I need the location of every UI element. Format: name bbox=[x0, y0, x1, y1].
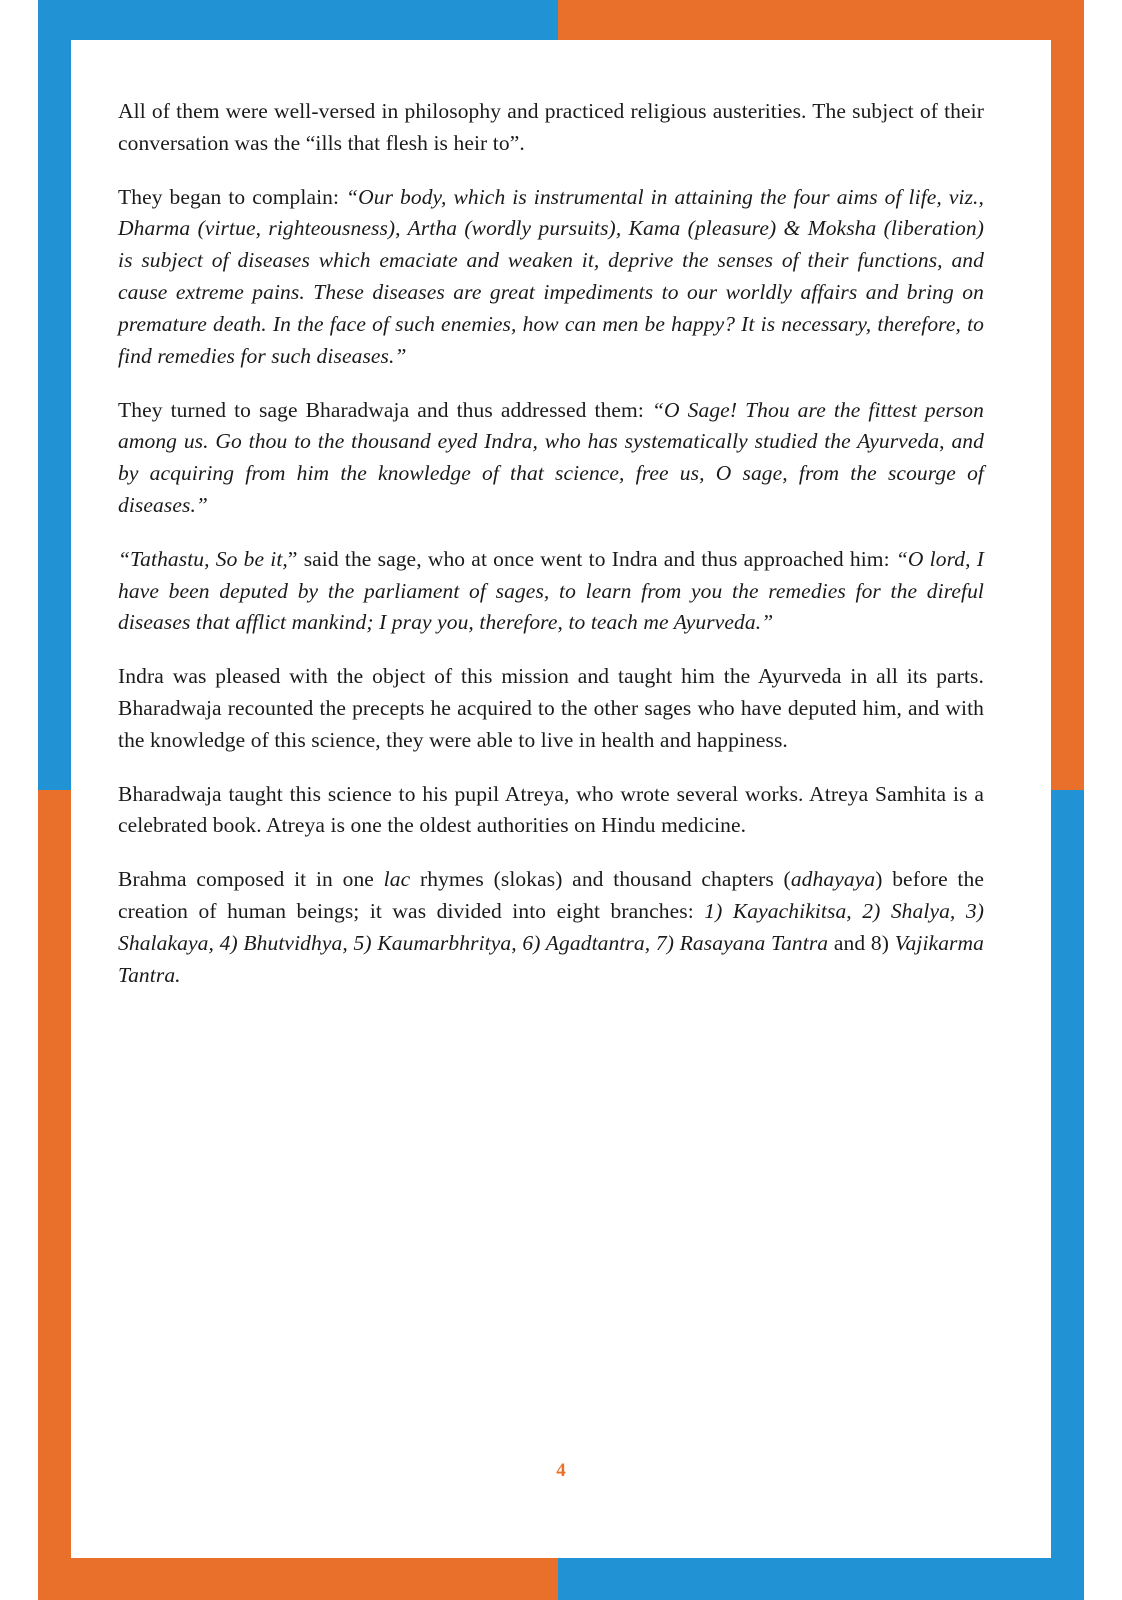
body-text-run: All of them were well-versed in philosophy and practiced religious austerities. The subject of their conversation was the “ills that flesh is heir to”. bbox=[118, 99, 984, 155]
quoted-italic-text: 1) Kayachikitsa, 2) Shalya, 3) Shalakaya, 4) Bhutvidhya, 5) Kaumarbhritya, 6) Agadtantra, 7) Rasayana Tantra bbox=[118, 899, 984, 955]
body-text-run: rhymes (slokas) and thousand chapters ( bbox=[410, 867, 791, 892]
quoted-italic-text: “Our body, which is instrumental in attaining the four aims of life, viz., Dharma (virtue, righteousness), Artha (wordly pursuits), Kama (pleasure) & Moksha (liberation) is subject of diseases which emaciate and weaken it, deprive the senses of their functions, and cause extreme pains. These diseases are great impediments to our worldly affairs and bring on premature death. In the face of such enemies, how can men be happy? It is necessary, therefore, to find remedies for such diseases.” bbox=[118, 184, 984, 368]
body-text-run: Brahma composed it in one bbox=[118, 867, 384, 892]
quoted-italic-text: “O lord, I have been deputed by the parliament of sages, to learn from you the remedies for the direful diseases that afflict mankind; I pray you, therefore, to teach me Ayurveda.” bbox=[118, 546, 985, 635]
border-bar-left-top bbox=[38, 0, 71, 790]
paragraph bbox=[118, 544, 984, 639]
border-bar-right-top bbox=[1051, 0, 1084, 790]
quoted-italic-text: lac bbox=[383, 867, 411, 892]
paragraph bbox=[118, 182, 984, 373]
body-text-run: ) before the creation of human beings; it was divided into eight branches: bbox=[118, 867, 984, 924]
quoted-italic-text: “Tathastu, So be it, bbox=[118, 546, 288, 571]
paragraph bbox=[118, 395, 984, 522]
paragraph bbox=[118, 661, 984, 756]
body-text-run: and 8) bbox=[828, 930, 895, 955]
quoted-italic-text: “O Sage! Thou are the fittest person among us. Go thou to the thousand eyed Indra, who has systematically studied the Ayurveda, and by acquiring from him the knowledge of that science, free us, O sage, from the scourge of diseases.” bbox=[118, 397, 984, 517]
paragraph bbox=[118, 96, 984, 160]
border-bar-top-left bbox=[38, 0, 558, 40]
body-text-run: ” said the sage, who at once went to Indra and thus approached him: bbox=[287, 546, 896, 571]
paragraph bbox=[118, 779, 984, 843]
body-text-run: Bharadwaja taught this science to his pupil Atreya, who wrote several works. Atreya Samhita is a celebrated book. Atreya is one the oldest authorities on Hindu medicine. bbox=[118, 781, 984, 838]
body-text-run: Indra was pleased with the object of this mission and taught him the Ayurveda in all its parts. Bharadwaja recounted the precepts he acquired to the other sages who have deputed him, and with the knowledge of this science, they were able to live in health and happiness. bbox=[118, 664, 984, 752]
body-text-run: They turned to sage Bharadwaja and thus addressed them: bbox=[118, 397, 652, 422]
border-bar-top-right bbox=[558, 0, 1084, 40]
border-bar-bottom-right bbox=[558, 1558, 1084, 1600]
paragraph bbox=[118, 864, 984, 991]
page-body-text bbox=[118, 96, 984, 992]
body-text-run: They began to complain: bbox=[118, 184, 347, 209]
quoted-italic-text: adhayaya bbox=[790, 867, 876, 892]
quoted-italic-text: Vajikarma Tantra. bbox=[118, 930, 984, 987]
page-number: 4 bbox=[556, 1460, 566, 1481]
border-bar-bottom-left bbox=[38, 1558, 558, 1600]
